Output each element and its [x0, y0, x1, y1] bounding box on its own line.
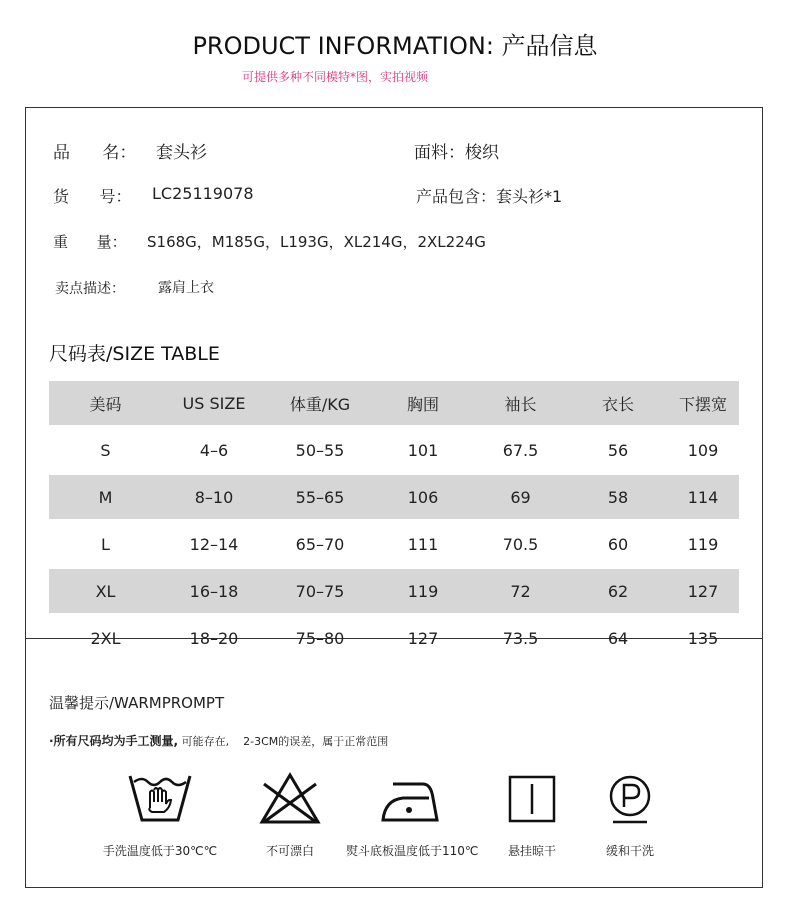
- hand-wash-icon: [128, 772, 192, 826]
- care-label: 悬挂晾干: [507, 844, 556, 858]
- table-cell: 135: [687, 628, 719, 648]
- table-cell: 64: [607, 628, 629, 648]
- table-cell: 67.5: [502, 440, 539, 460]
- table-cell: 114: [667, 474, 739, 521]
- care-item-no-bleach: [225, 772, 355, 859]
- care-item-dry-clean: [565, 772, 695, 859]
- table-cell: 50–55: [295, 440, 345, 460]
- header-cell: 袖长: [472, 381, 569, 427]
- weight-value: S168G，M185G，L193G，XL214G，2XL224G: [147, 233, 486, 251]
- care-label: 熨斗底板温度低于110℃: [346, 844, 479, 858]
- header-cell: 下摆宽: [667, 381, 739, 427]
- measurement-note: [49, 732, 388, 749]
- table-cell: 8–10: [162, 474, 266, 521]
- table-cell: M: [49, 474, 162, 521]
- table-cell: 69: [472, 474, 569, 521]
- note-mid-text: 可能存在,: [181, 735, 230, 748]
- care-item-iron: [346, 772, 479, 859]
- line-dry-icon: [500, 772, 564, 826]
- table-cell: 58: [569, 474, 667, 521]
- table-cell: 119: [687, 534, 719, 554]
- table-cell: 70–75: [266, 568, 374, 615]
- table-cell: 65–70: [295, 534, 345, 554]
- weight-label: 重 量：: [53, 233, 127, 251]
- item-number-value: LC25119078: [152, 184, 254, 203]
- page-title: PRODUCT INFORMATION: 产品信息: [192, 32, 598, 60]
- note-bold-text: ·所有尺码均为手工测量,: [49, 734, 179, 748]
- care-item-hand-wash: [95, 772, 225, 859]
- header-cell: 美码: [49, 381, 162, 427]
- note-rest-text: 2-3CM的误差，属于正常范围: [243, 735, 389, 748]
- table-cell: 55–65: [266, 474, 374, 521]
- care-label: 不可漂白: [265, 844, 314, 858]
- table-cell: 2XL: [90, 628, 121, 648]
- table-cell: 119: [374, 568, 472, 615]
- table-row: [49, 474, 739, 521]
- name-label: 品 名：: [53, 143, 137, 163]
- size-table-header-row: [49, 381, 739, 427]
- table-row: [49, 568, 739, 615]
- fabric-info: 面料：梭织: [414, 143, 499, 163]
- table-cell: L: [101, 534, 110, 554]
- care-label: 手洗温度低于30℃℃: [102, 844, 218, 858]
- name-value: 套头衫: [156, 143, 207, 163]
- warm-prompt-heading: 温馨提示/WARMPROMPT: [49, 694, 225, 712]
- table-cell: 70.5: [502, 534, 539, 554]
- table-row: [49, 615, 739, 662]
- table-cell: 111: [407, 534, 439, 554]
- table-cell: 109: [687, 440, 719, 460]
- selling-point-value: 露肩上衣: [158, 280, 214, 296]
- table-cell: 106: [374, 474, 472, 521]
- no-bleach-icon: [258, 772, 322, 826]
- page-subtitle: 可提供多种不同模特*图，实拍视频: [241, 70, 428, 84]
- header-cell: US SIZE: [162, 381, 266, 427]
- table-cell: 101: [407, 440, 439, 460]
- header-cell: 衣长: [569, 381, 667, 427]
- table-cell: 18–20: [189, 628, 239, 648]
- item-number-label: 货 号：: [53, 187, 132, 206]
- table-cell: 60: [607, 534, 629, 554]
- size-table-heading: 尺码表/SIZE TABLE: [49, 343, 220, 365]
- dry-clean-p-icon: [598, 772, 662, 826]
- table-row: [49, 521, 739, 568]
- table-cell: 72: [472, 568, 569, 615]
- table-cell: 56: [607, 440, 629, 460]
- iron-low-icon: [379, 772, 443, 826]
- table-cell: XL: [49, 568, 162, 615]
- table-cell: 75–80: [295, 628, 345, 648]
- package-info: 产品包含：套头衫*1: [416, 187, 563, 206]
- table-cell: 73.5: [502, 628, 539, 648]
- table-cell: S: [100, 440, 111, 460]
- table-cell: 62: [569, 568, 667, 615]
- table-cell: 127: [407, 628, 439, 648]
- care-label: 缓和干洗: [605, 844, 654, 858]
- header-cell: 胸围: [374, 381, 472, 427]
- header-cell: 体重/KG: [266, 381, 374, 427]
- table-row: [49, 427, 739, 474]
- selling-point-label: 卖点描述：: [55, 281, 125, 297]
- table-cell: 4–6: [199, 440, 229, 460]
- table-cell: 16–18: [162, 568, 266, 615]
- table-cell: 127: [667, 568, 739, 615]
- table-cell: 12–14: [189, 534, 239, 554]
- size-table: [49, 381, 739, 663]
